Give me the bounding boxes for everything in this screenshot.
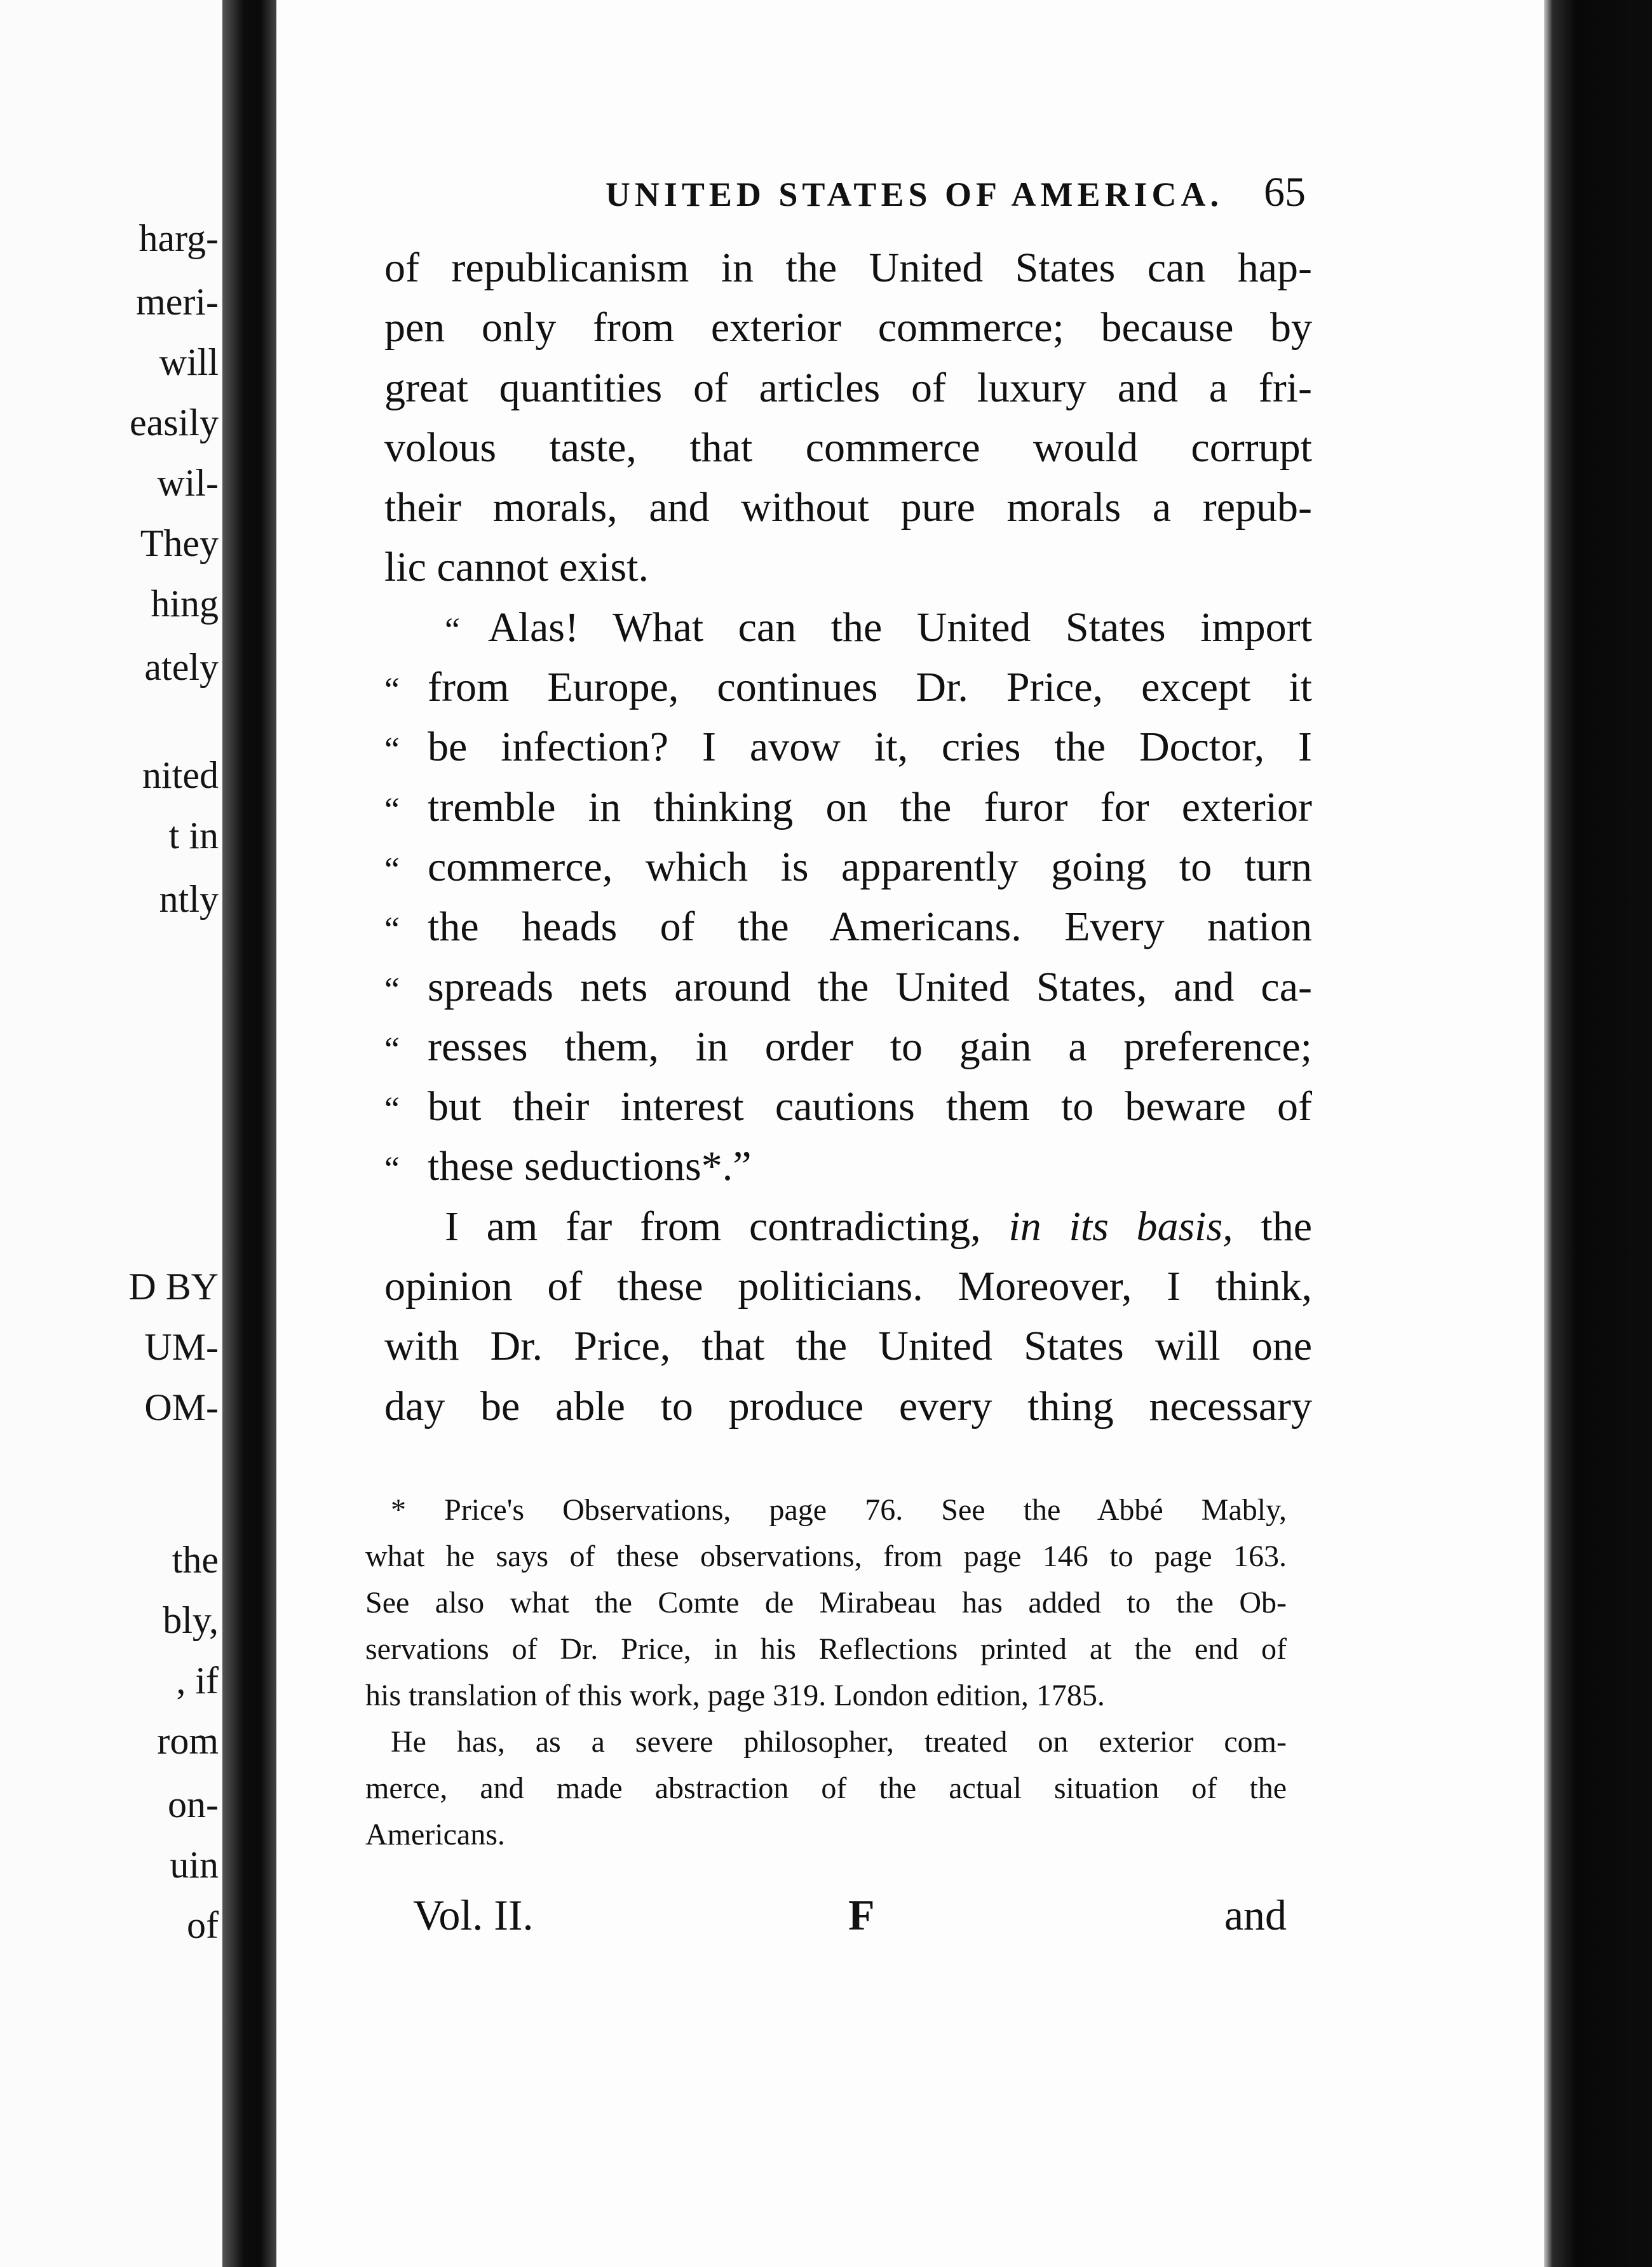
facing-page-fragment: rom: [157, 1720, 219, 1762]
body-line: pen only from exterior commerce; because by: [384, 304, 1312, 351]
facing-page-fragment: the: [172, 1539, 219, 1581]
book-gutter: [222, 0, 276, 2267]
body-line: opinion of these politicians. Moreover, I think,: [384, 1263, 1312, 1310]
facing-page-fragment: will: [159, 341, 219, 383]
facing-page-fragment: meri-: [136, 281, 219, 323]
footnote-line: He has, as a severe philosopher, treated on exterior com-: [391, 1725, 1287, 1759]
body-line: their morals, and without pure morals a repub-: [384, 484, 1312, 531]
footnote-line: See also what the Comte de Mirabeau has added to the Ob-: [365, 1586, 1287, 1620]
facing-page-fragment: , if: [176, 1660, 219, 1702]
quote-text: tremble in thinking on the furor for exterior: [428, 783, 1312, 830]
facing-page-fragment: bly,: [163, 1599, 219, 1641]
quote-line: “ the heads of the Americans. Every nation: [384, 903, 1312, 951]
footnote-line: merce, and made abstraction of the actual situation of the: [365, 1771, 1287, 1805]
facing-page-fragment: D BY: [128, 1266, 219, 1308]
body-line: lic cannot exist.: [384, 544, 649, 591]
quote-line: “ resses them, in order to gain a preference;: [384, 1023, 1312, 1070]
footnotes: [365, 1487, 1287, 1858]
running-title: UNITED STATES OF AMERICA.: [605, 175, 1223, 213]
quote-line: “ spreads nets around the United States, and ca-: [384, 963, 1312, 1010]
quote-line: “ be infection? I avow it, cries the Doctor, I: [384, 724, 1312, 771]
quote-text: but their interest cautions them to beware of: [428, 1083, 1312, 1130]
facing-page-fragment: ntly: [159, 878, 219, 920]
quote-text: these seductions*.”: [428, 1143, 752, 1190]
facing-page-fragment: hing: [151, 583, 219, 625]
body-text-segment: the: [1261, 1203, 1312, 1250]
facing-page-fragment: ately: [144, 646, 219, 688]
body-text-segment: I am far from contradicting,: [445, 1203, 981, 1250]
footnote-line: Americans.: [365, 1818, 505, 1851]
body-text: [384, 238, 1312, 1437]
facing-page-fragment: of: [187, 1904, 219, 1946]
quote-line: “ tremble in thinking on the furor for exterior: [384, 783, 1312, 830]
facing-page-fragment: easily: [130, 402, 219, 443]
body-line: great quantities of articles of luxury and a fri-: [384, 364, 1312, 411]
footnote-line: * Price's Observations, page 76. See the Abbé Mably,: [391, 1493, 1287, 1527]
running-header: [280, 168, 1306, 217]
quote-text: commerce, which is apparently going to turn: [428, 843, 1312, 890]
page-footer: [413, 1890, 1287, 1947]
facing-page-fragment: UM-: [144, 1326, 219, 1368]
footnote-line: servations of Dr. Price, in his Reflections printed at the end of: [365, 1632, 1287, 1666]
quote-text: be infection? I avow it, cries the Doctor, I: [428, 724, 1312, 771]
facing-page-fragment: They: [140, 522, 219, 564]
footnote-line: his translation of this work, page 319. London edition, 1785.: [365, 1679, 1105, 1712]
body-line: volous taste, that commerce would corrupt: [384, 424, 1312, 471]
quote-line: “ from Europe, continues Dr. Price, except it: [384, 664, 1312, 711]
quote-line: “ these seductions*.”: [384, 1143, 752, 1190]
facing-page-fragment: t in: [168, 815, 219, 856]
quote-text: spreads nets around the United States, and ca-: [428, 963, 1312, 1010]
footnote-line: what he says of these observations, from page 146 to page 163.: [365, 1540, 1287, 1573]
body-line: [384, 1197, 1312, 1257]
facing-page-fragment: OM-: [144, 1386, 219, 1428]
facing-page-fragment: harg-: [139, 217, 219, 259]
quote-line: “ Alas! What can the United States import: [445, 604, 1312, 651]
quote-text: resses them, in order to gain a preference;: [428, 1023, 1312, 1070]
quote-line: “ commerce, which is apparently going to turn: [384, 843, 1312, 890]
catchword: and: [1224, 1891, 1287, 1939]
body-line: of republicanism in the United States can hap-: [384, 245, 1312, 291]
facing-page-fragment: on-: [168, 1783, 219, 1825]
volume-label: Vol. II.: [413, 1891, 534, 1939]
facing-page-fragment: uin: [170, 1844, 219, 1886]
body-line: day be able to produce every thing necessary: [384, 1383, 1312, 1430]
page-edge-right: [1544, 0, 1652, 2267]
signature-mark: F: [848, 1891, 875, 1939]
page-number: 65: [1264, 169, 1306, 215]
facing-page-fragment: wil-: [157, 462, 219, 504]
italic-phrase: in its basis,: [1008, 1203, 1233, 1250]
facing-page-left: [0, 0, 222, 2267]
quote-text: the heads of the Americans. Every nation: [428, 903, 1312, 951]
quote-line: “ but their interest cautions them to beware of: [384, 1083, 1312, 1130]
body-line: with Dr. Price, that the United States will one: [384, 1323, 1312, 1370]
facing-page-fragment: nited: [142, 754, 219, 796]
quote-text: from Europe, continues Dr. Price, except it: [428, 664, 1312, 711]
quote-text: Alas! What can the United States import: [488, 604, 1312, 651]
